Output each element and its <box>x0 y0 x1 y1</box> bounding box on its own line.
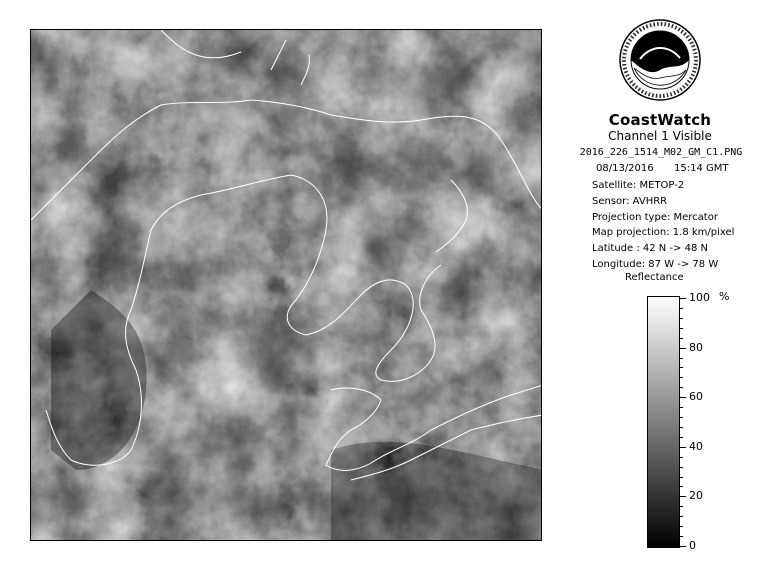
colorbar-minor-tick <box>680 367 683 368</box>
colorbar-tick <box>680 546 686 547</box>
colorbar-tick <box>680 447 686 448</box>
longitude-range: Longitude: 87 W -> 78 W <box>592 259 719 270</box>
acquisition-time: 15:14 GMT <box>674 163 729 174</box>
colorbar-minor-tick <box>680 308 683 309</box>
acquisition-datetime <box>596 163 729 174</box>
colorbar-minor-tick <box>680 427 683 428</box>
channel-subtitle: Channel 1 Visible <box>608 129 712 143</box>
image-filename: 2016_226_1514_M02_GM_C1.PNG <box>579 147 743 158</box>
colorbar-minor-tick <box>680 437 683 438</box>
legend-unit: % <box>719 290 730 303</box>
colorbar-minor-tick <box>680 506 683 507</box>
reflectance-colorbar <box>647 296 680 548</box>
colorbar-minor-tick <box>680 338 683 339</box>
satellite-info: Satellite: METOP-2 <box>592 180 685 191</box>
colorbar-tick-label: 80 <box>689 341 703 354</box>
colorbar-tick-label: 0 <box>689 539 696 552</box>
projection-type: Projection type: Mercator <box>592 212 718 223</box>
colorbar-minor-tick <box>680 318 683 319</box>
sensor-info: Sensor: AVHRR <box>592 196 668 207</box>
colorbar-minor-tick <box>680 516 683 517</box>
colorbar-tick-label: 100 <box>689 291 710 304</box>
satellite-image <box>30 29 542 541</box>
app-brand-title: CoastWatch <box>608 111 712 129</box>
colorbar-minor-tick <box>680 477 683 478</box>
colorbar-minor-tick <box>680 457 683 458</box>
colorbar-tick <box>680 348 686 349</box>
colorbar-minor-tick <box>680 407 683 408</box>
colorbar-minor-tick <box>680 536 683 537</box>
colorbar-tick-label: 40 <box>689 440 703 453</box>
colorbar-tick <box>680 496 686 497</box>
noaa-logo <box>618 18 702 102</box>
colorbar-tick <box>680 298 686 299</box>
colorbar-tick <box>680 397 686 398</box>
colorbar-minor-tick <box>680 526 683 527</box>
colorbar-minor-tick <box>680 358 683 359</box>
map-projection: Map projection: 1.8 km/pixel <box>592 227 735 238</box>
colorbar-tick-label: 20 <box>689 489 703 502</box>
colorbar-tick-label: 60 <box>689 390 703 403</box>
colorbar-minor-tick <box>680 377 683 378</box>
acquisition-date: 08/13/2016 <box>596 163 654 174</box>
colorbar-minor-tick <box>680 387 683 388</box>
colorbar-minor-tick <box>680 467 683 468</box>
colorbar-minor-tick <box>680 486 683 487</box>
colorbar-minor-tick <box>680 328 683 329</box>
colorbar-minor-tick <box>680 417 683 418</box>
latitude-range: Latitude : 42 N -> 48 N <box>592 243 708 254</box>
legend-title: Reflectance <box>625 272 684 283</box>
